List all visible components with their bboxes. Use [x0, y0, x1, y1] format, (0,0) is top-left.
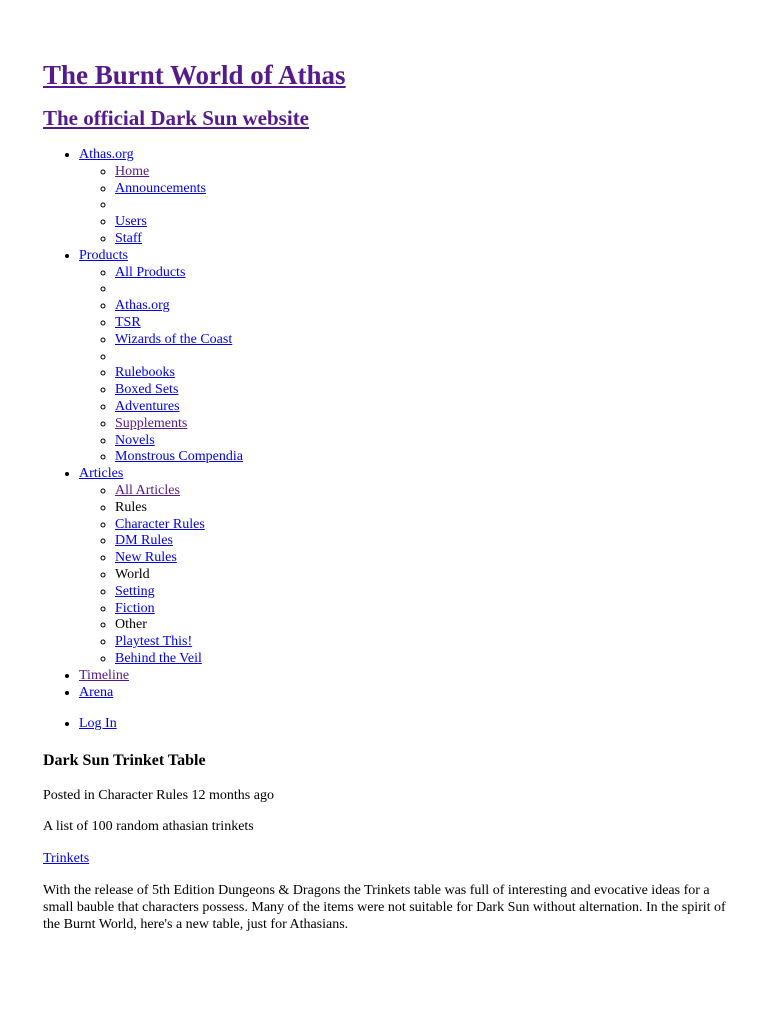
nav-subitem	[115, 533, 725, 550]
nav-item-athas	[79, 147, 725, 248]
nav-separator	[115, 281, 725, 298]
nav-subitem	[115, 651, 725, 668]
nav-group-heading-other: ◦ Other	[115, 617, 725, 634]
nav-subitem	[115, 315, 725, 332]
nav-item-timeline	[79, 668, 725, 685]
nav-link-supplements[interactable]: Supplements	[115, 415, 188, 431]
nav-link-adventures[interactable]: Adventures	[115, 398, 180, 414]
nav-item-arena	[79, 685, 725, 702]
nav-link-rulebooks[interactable]: Rulebooks	[115, 365, 175, 381]
post-body: With the release of 5th Edition Dungeons & Dragons the Trinkets table was full of interesting and evocative ideas for a small bauble that characters possess. Many of the items were not suitable for Dark Sun without alternation. In the spirit of the Burnt World, here's a new table, just for Athasians.	[43, 883, 726, 933]
nav-link-users[interactable]: Users	[115, 214, 147, 230]
nav-subitem	[115, 332, 725, 349]
nav-subitem	[115, 483, 725, 500]
post-tag	[43, 850, 725, 867]
nav-separator	[115, 349, 725, 366]
login-link[interactable]: Log In	[79, 716, 117, 732]
post-meta: Posted in Character Rules 12 months ago	[43, 788, 274, 804]
nav-link-monstrous[interactable]: Monstrous Compendia	[115, 449, 243, 465]
nav-link-articles[interactable]: Articles	[79, 466, 124, 482]
nav-subitem	[115, 298, 725, 315]
nav-link-products-athas[interactable]: Athas.org	[115, 298, 170, 314]
nav-link-dm-rules[interactable]: DM Rules	[115, 533, 173, 549]
nav-link-announcements[interactable]: Announcements	[115, 180, 206, 196]
nav-link-timeline[interactable]: Timeline	[79, 667, 130, 683]
user-menu	[43, 715, 725, 732]
nav-link-staff[interactable]: Staff	[115, 230, 142, 246]
nav-link-setting[interactable]: Setting	[115, 583, 155, 599]
nav-subitem	[115, 416, 725, 433]
nav-link-arena[interactable]: Arena	[79, 684, 114, 700]
nav-subitem	[115, 231, 725, 248]
nav-submenu-products	[79, 265, 725, 467]
nav-subitem	[115, 382, 725, 399]
nav-subitem	[115, 634, 725, 651]
nav-link-athas[interactable]: Athas.org	[79, 147, 134, 162]
nav-link-fiction[interactable]: Fiction	[115, 600, 155, 616]
main-nav	[43, 147, 725, 701]
tag-link-trinkets[interactable]: Trinkets	[43, 851, 90, 867]
nav-link-wotc[interactable]: Wizards of the Coast	[115, 331, 233, 347]
nav-link-novels[interactable]: Novels	[115, 432, 155, 448]
nav-subitem	[115, 365, 725, 382]
nav-subitem	[115, 164, 725, 181]
nav-group-heading-world: ◦ World	[115, 567, 725, 584]
post-summary: A list of 100 random athasian trinkets	[43, 819, 254, 835]
nav-subitem	[115, 433, 725, 450]
nav-subitem	[115, 584, 725, 601]
site-title	[43, 0, 725, 91]
post-title: Dark Sun Trinket Table	[43, 752, 206, 770]
nav-subitem	[115, 517, 725, 534]
nav-link-playtest[interactable]: Playtest This!	[115, 634, 193, 650]
nav-link-home[interactable]: Home	[115, 163, 150, 179]
nav-link-all-products[interactable]: All Products	[115, 264, 186, 280]
site-subtitle-link[interactable]: The official Dark Sun website	[43, 106, 310, 130]
nav-item-articles	[79, 466, 725, 668]
nav-link-tsr[interactable]: TSR	[115, 314, 141, 330]
nav-link-behind-the-veil[interactable]: Behind the Veil	[115, 650, 202, 666]
nav-submenu-athas	[79, 164, 725, 248]
nav-separator	[115, 197, 725, 214]
nav-link-new-rules[interactable]: New Rules	[115, 550, 177, 566]
nav-subitem	[115, 449, 725, 466]
nav-link-all-articles[interactable]: All Articles	[115, 482, 180, 498]
nav-link-products[interactable]: Products	[79, 247, 128, 263]
site-subtitle	[43, 105, 725, 131]
nav-submenu-articles	[79, 483, 725, 668]
user-menu-item	[79, 715, 725, 732]
nav-subitem	[115, 399, 725, 416]
site-title-link[interactable]: The Burnt World of Athas	[43, 60, 346, 90]
nav-link-character-rules[interactable]: Character Rules	[115, 516, 205, 532]
nav-link-boxed-sets[interactable]: Boxed Sets	[115, 382, 179, 398]
nav-subitem	[115, 214, 725, 231]
nav-group-heading-rules: ◦ Rules	[115, 500, 725, 517]
nav-item-products	[79, 248, 725, 466]
nav-subitem	[115, 181, 725, 198]
nav-subitem	[115, 601, 725, 618]
nav-subitem	[115, 265, 725, 282]
nav-subitem	[115, 550, 725, 567]
